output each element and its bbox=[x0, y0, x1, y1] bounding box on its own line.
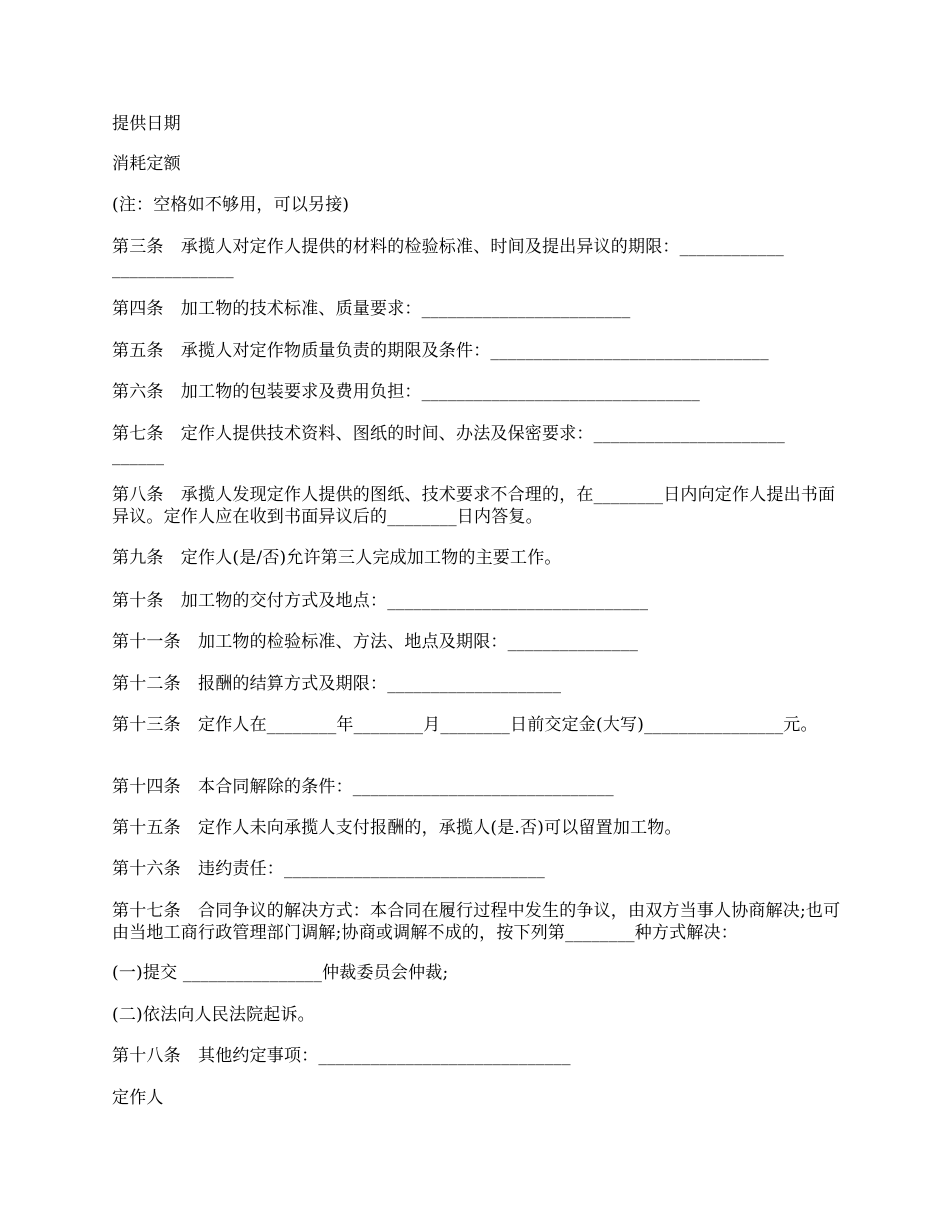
clause-16: 第十六条 违约责任：______________________________ bbox=[112, 859, 545, 879]
signature-party-label: 定作人 bbox=[112, 1088, 164, 1108]
clause-3: 第三条 承揽人对定作人提供的材料的检验标准、时间及提出异议的期限：____________ ______________ bbox=[112, 237, 784, 279]
clause-17: 第十七条 合同争议的解决方式：本合同在履行过程中发生的争议，由双方当事人协商解决;也可由当地工商行政管理部门调解;协商或调解不成的，按下列第________种方式解决： bbox=[112, 901, 841, 943]
option-litigation: (二)依法向人民法院起诉。 bbox=[112, 1005, 315, 1025]
clause-13: 第十三条 定作人在________年________月________日前交定金(大写)________________元。 bbox=[112, 715, 818, 735]
clause-4: 第四条 加工物的技术标准、质量要求：________________________ bbox=[112, 299, 631, 319]
clause-14: 第十四条 本合同解除的条件：______________________________ bbox=[112, 777, 614, 797]
clause-5: 第五条 承揽人对定作物质量负责的期限及条件：________________________________ bbox=[112, 341, 769, 361]
clause-10: 第十条 加工物的交付方式及地点：______________________________ bbox=[112, 591, 649, 611]
clause-15: 第十五条 定作人未向承揽人支付报酬的，承揽人(是.否)可以留置加工物。 bbox=[112, 818, 682, 838]
clause-18: 第十八条 其他约定事项：_____________________________ bbox=[112, 1046, 571, 1066]
line-note: (注：空格如不够用，可以另接) bbox=[112, 195, 350, 215]
line-consumption-quota: 消耗定额 bbox=[112, 154, 181, 174]
clause-6: 第六条 加工物的包装要求及费用负担：________________________________ bbox=[112, 382, 700, 402]
clause-11: 第十一条 加工物的检验标准、方法、地点及期限：_______________ bbox=[112, 632, 639, 652]
option-arbitration: (一)提交 ________________仲裁委员会仲裁; bbox=[112, 963, 449, 983]
clause-9: 第九条 定作人(是/否)允许第三人完成加工物的主要工作。 bbox=[112, 548, 562, 568]
clause-7: 第七条 定作人提供技术资料、图纸的时间、办法及保密要求：______________________ ______ bbox=[112, 424, 785, 466]
clause-12: 第十二条 报酬的结算方式及期限：____________________ bbox=[112, 674, 562, 694]
line-supply-date: 提供日期 bbox=[112, 114, 181, 134]
clause-8: 第八条 承揽人发现定作人提供的图纸、技术要求不合理的，在________日内向定作人提出书面异议。定作人应在收到书面异议后的________日内答复。 bbox=[112, 485, 836, 527]
